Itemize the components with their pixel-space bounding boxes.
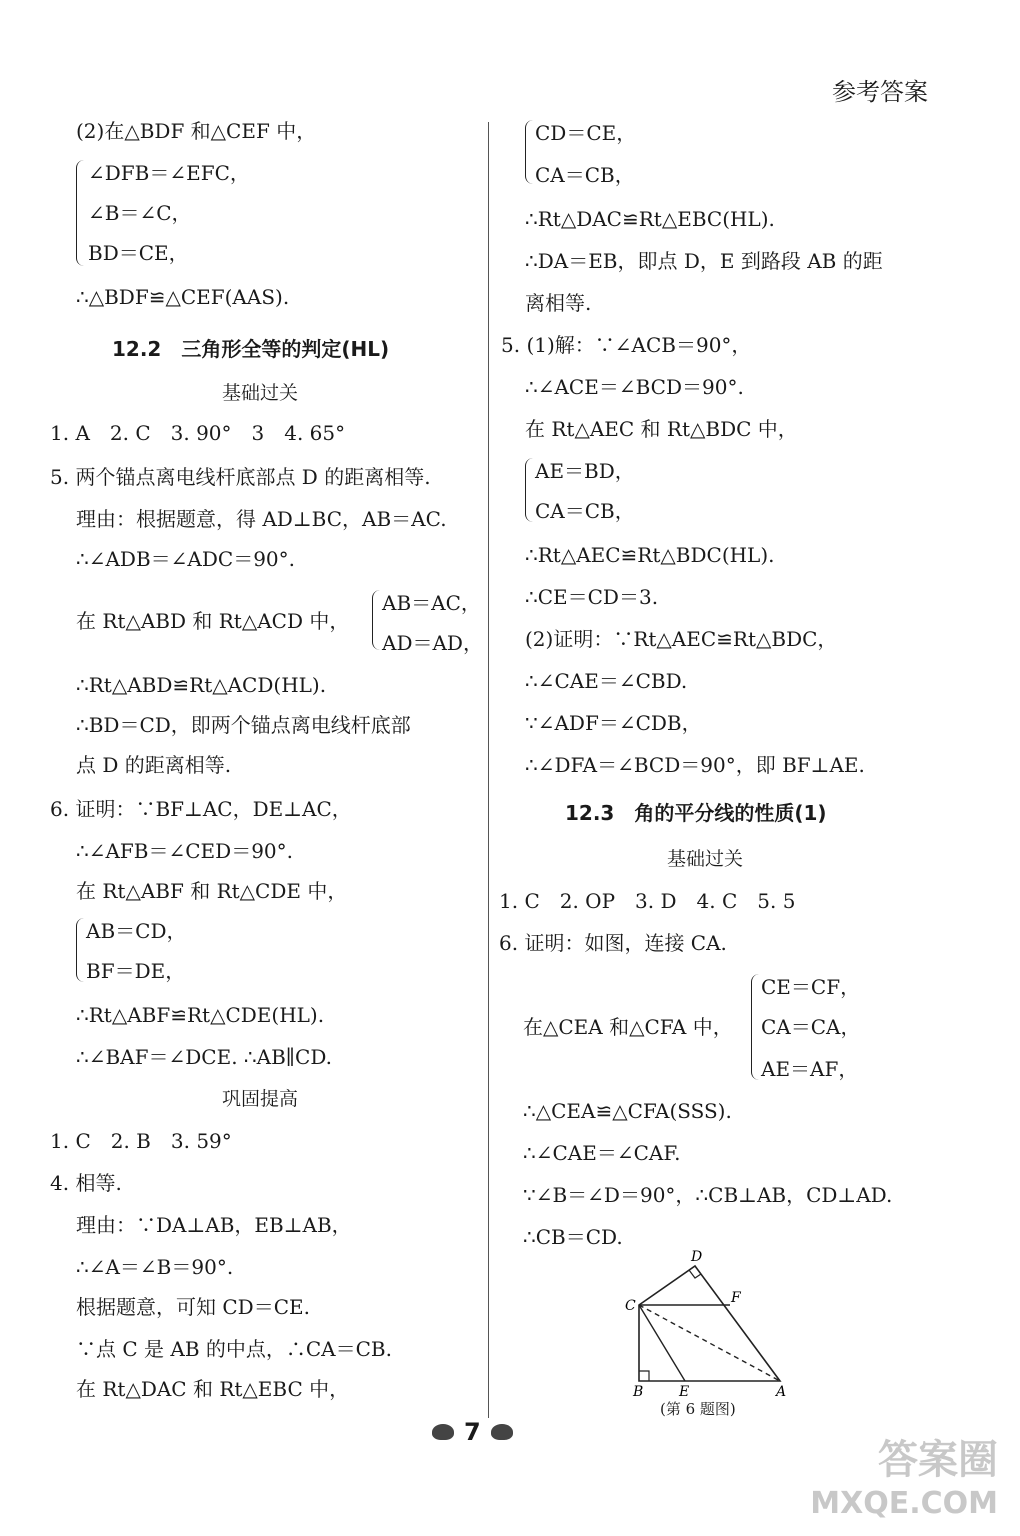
text-line: ∴CE＝CD＝3.: [525, 585, 659, 609]
text-line: AE＝BD，: [535, 459, 635, 483]
text-line: 在 Rt△ABF 和 Rt△CDE 中，: [76, 879, 348, 903]
subsection-title: 基础过关: [667, 848, 744, 870]
text-line: 在 Rt△DAC 和 Rt△EBC 中，: [76, 1377, 350, 1401]
text-line: AB＝AC，: [382, 591, 481, 615]
text-line: 理由：根据题意，得 AD⊥BC，AB＝AC.: [76, 507, 447, 531]
leaf-icon: [491, 1424, 513, 1440]
text-line: ∴∠CAE＝∠CAF.: [523, 1141, 681, 1165]
label-e: E: [679, 1384, 690, 1398]
label-b: B: [633, 1384, 644, 1398]
brace: [525, 458, 534, 522]
text-line: 1. C 2. OP 3. D 4. C 5. 5: [499, 889, 796, 913]
watermark-text: 答案圈: [878, 1437, 998, 1483]
text-line: 点 D 的距离相等.: [76, 753, 232, 777]
leaf-icon: [432, 1424, 454, 1440]
watermark: [810, 1438, 998, 1526]
text-line: CE＝CF，: [761, 975, 861, 999]
text-line: BF＝DE，: [86, 959, 186, 983]
text-line: ∴△BDF≌△CEF(AAS).: [76, 285, 290, 309]
text-line: AE＝AF，: [761, 1057, 859, 1081]
page-number: 7: [464, 1418, 481, 1446]
brace: [372, 590, 381, 650]
text-line: ∴∠DFA＝∠BCD＝90°，即 BF⊥AE.: [525, 753, 865, 777]
figure-caption: (第 6 题图): [660, 1400, 736, 1418]
text-line: ∴BD＝CD，即两个锚点离电线杆底部: [76, 713, 411, 737]
text-line: ∵∠B＝∠D＝90°，∴CB⊥AB，CD⊥AD.: [523, 1183, 893, 1207]
label-c: C: [625, 1298, 636, 1314]
subsection-title: 巩固提高: [222, 1088, 299, 1110]
geometry-figure: [625, 1248, 795, 1398]
text-line: 5. (1)解：∵∠ACB＝90°，: [501, 333, 752, 357]
text-line: CD＝CE，: [535, 121, 637, 145]
text-line: 根据题意，可知 CD＝CE.: [76, 1295, 310, 1319]
text-line: (2)在△BDF 和△CEF 中，: [76, 119, 317, 143]
text-line: AB＝CD，: [86, 919, 187, 943]
text-line: ∴∠CAE＝∠CBD.: [525, 669, 688, 693]
watermark-url: MXQE.COM: [810, 1486, 998, 1521]
brace: [525, 120, 534, 184]
text-line: ∠DFB＝∠EFC，: [88, 161, 250, 185]
text-line: ∵点 C 是 AB 的中点，∴CA＝CB.: [76, 1337, 392, 1361]
text-line: (2)证明：∵Rt△AEC≌Rt△BDC，: [525, 627, 838, 651]
text-line: 6. 证明：如图，连接 CA.: [499, 931, 727, 955]
brace: [76, 918, 85, 982]
text-line: ∵∠ADF＝∠CDB，: [525, 711, 702, 735]
label-d: D: [691, 1249, 703, 1265]
text-line: ∴∠ADB＝∠ADC＝90°.: [76, 547, 296, 571]
text-line: 5. 两个锚点离电线杆底部点 D 的距离相等.: [50, 465, 431, 489]
text-line: ∴∠ACE＝∠BCD＝90°.: [525, 375, 744, 399]
brace: [76, 160, 85, 266]
quadrilateral-outline: [639, 1266, 780, 1381]
brace: [751, 974, 760, 1080]
text-line: ∠B＝∠C，: [88, 201, 192, 225]
text-line: ∴∠A＝∠B＝90°.: [76, 1255, 234, 1279]
section-title-12-2: 12.2 三角形全等的判定(HL): [112, 337, 390, 361]
text-line: ∴CB＝CD.: [523, 1225, 623, 1249]
text-line: ∴Rt△ABF≌Rt△CDE(HL).: [76, 1003, 325, 1027]
text-line: ∴DA＝EB，即点 D，E 到路段 AB 的距: [525, 249, 883, 273]
text-line: AD＝AD，: [382, 631, 483, 655]
text-line: CA＝CB，: [535, 163, 635, 187]
text-line: ∴△CEA≌△CFA(SSS).: [523, 1099, 732, 1123]
text-line: ∴Rt△AEC≌Rt△BDC(HL).: [525, 543, 775, 567]
text-line: 1. C 2. B 3. 59°: [50, 1129, 232, 1153]
text-line: 在△CEA 和△CFA 中，: [523, 1015, 733, 1039]
subsection-title: 基础过关: [222, 382, 299, 404]
text-line: CA＝CB，: [535, 499, 635, 523]
right-angle-mark-b: [639, 1371, 649, 1381]
column-divider: [488, 122, 489, 1418]
text-line: CA＝CA，: [761, 1015, 861, 1039]
text-line: 1. A 2. C 3. 90° 3 4. 65°: [50, 421, 346, 445]
page-footer: [432, 1418, 513, 1446]
text-line: BD＝CE，: [88, 241, 189, 265]
segment-ca-dashed: [639, 1305, 780, 1381]
text-line: 在 Rt△ABD 和 Rt△ACD 中，: [76, 609, 350, 633]
text-line: 4. 相等.: [50, 1171, 122, 1195]
text-line: 6. 证明：∵BF⊥AC，DE⊥AC，: [50, 797, 352, 821]
text-line: ∴∠AFB＝∠CED＝90°.: [76, 839, 294, 863]
label-a: A: [776, 1384, 787, 1398]
text-line: 离相等.: [525, 291, 592, 315]
text-line: 在 Rt△AEC 和 Rt△BDC 中，: [525, 417, 798, 441]
segment-ce: [639, 1305, 685, 1381]
section-title-12-3: 12.3 角的平分线的性质(1): [565, 801, 827, 825]
text-line: ∴Rt△ABD≌Rt△ACD(HL).: [76, 673, 327, 697]
text-line: ∴Rt△DAC≌Rt△EBC(HL).: [525, 207, 775, 231]
label-f: F: [731, 1290, 741, 1306]
text-line: 理由：∵DA⊥AB，EB⊥AB，: [76, 1213, 352, 1237]
page-header-title: 参考答案: [832, 78, 928, 106]
text-line: ∴∠BAF＝∠DCE. ∴AB∥CD.: [76, 1045, 332, 1069]
